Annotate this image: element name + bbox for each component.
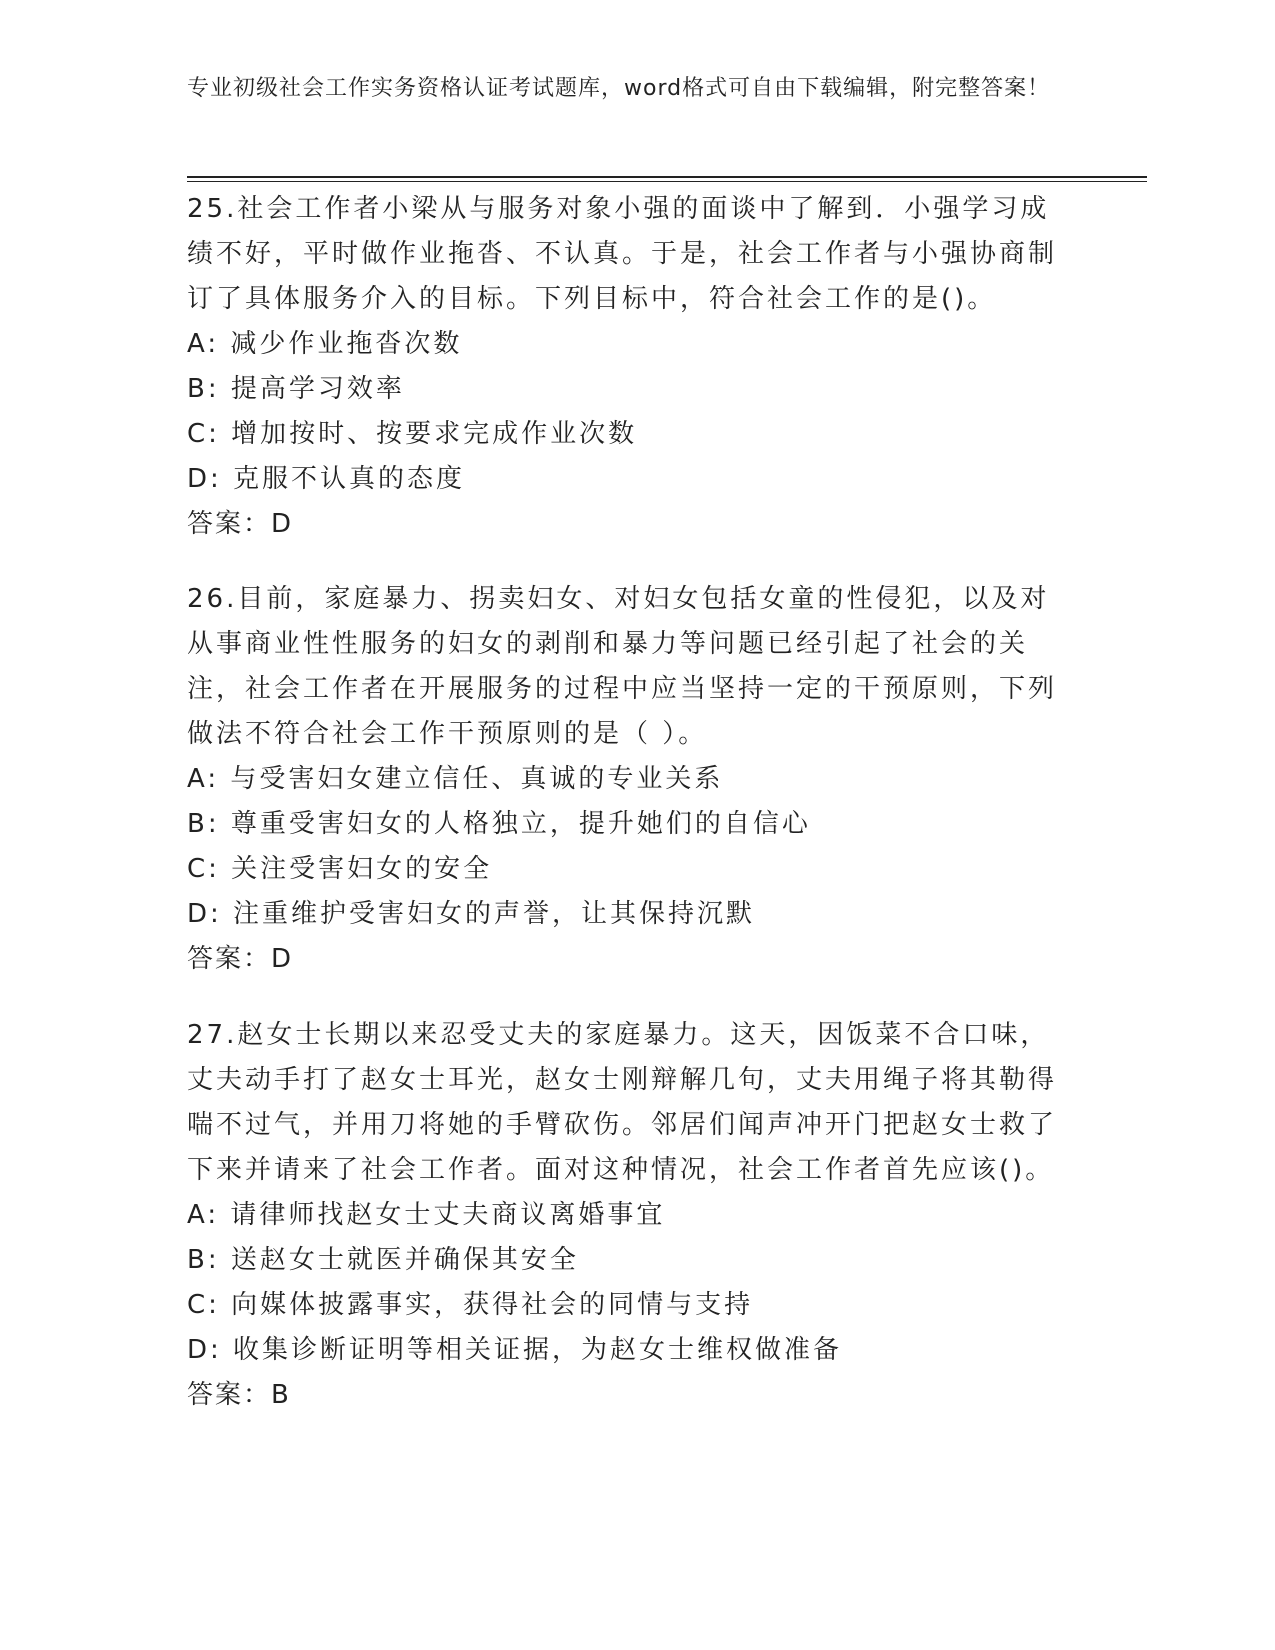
- option-c: C: 增加按时、按要求完成作业次数: [187, 419, 638, 449]
- header-divider-thick: [187, 176, 1147, 178]
- option-b: B: 提高学习效率: [187, 374, 405, 404]
- answer: 答案：B: [187, 1380, 291, 1410]
- question-26: [187, 577, 1067, 982]
- question-25: [187, 187, 1067, 547]
- option-c: C: 向媒体披露事实，获得社会的同情与支持: [187, 1290, 754, 1320]
- option-c: C: 关注受害妇女的安全: [187, 854, 493, 884]
- option-a: A: 与受害妇女建立信任、真诚的专业关系: [187, 764, 724, 794]
- option-d: D: 注重维护受害妇女的声誉，让其保持沉默: [187, 899, 756, 929]
- question-stem: 26.目前，家庭暴力、拐卖妇女、对妇女包括女童的性侵犯，以及对从事商业性性服务的妇女的剥削和暴力等问题已经引起了社会的关注，社会工作者在开展服务的过程中应当坚持一定的干预原则，下列做法不符合社会工作干预原则的是（ ）。: [187, 584, 1058, 749]
- option-d: D: 克服不认真的态度: [187, 464, 466, 494]
- option-d: D: 收集诊断证明等相关证据，为赵女士维权做准备: [187, 1335, 843, 1365]
- option-b: B: 尊重受害妇女的人格独立，提升她们的自信心: [187, 809, 811, 839]
- option-a: A: 请律师找赵女士丈夫商议离婚事宜: [187, 1200, 666, 1230]
- answer: 答案：D: [187, 944, 294, 974]
- answer: 答案：D: [187, 509, 294, 539]
- document-header: 专业初级社会工作实务资格认证考试题库，word格式可自由下载编辑，附完整答案！: [187, 76, 1051, 101]
- question-stem: 25.社会工作者小梁从与服务对象小强的面谈中了解到．小强学习成绩不好，平时做作业拖沓、不认真。于是，社会工作者与小强协商制订了具体服务介入的目标。下列目标中，符合社会工作的是()。: [187, 194, 1058, 314]
- question-27: [187, 1013, 1067, 1418]
- option-a: A: 减少作业拖沓次数: [187, 329, 463, 359]
- header-divider-thin: [187, 181, 1147, 182]
- option-b: B: 送赵女士就医并确保其安全: [187, 1245, 579, 1275]
- question-stem: 27.赵女士长期以来忍受丈夫的家庭暴力。这天，因饭菜不合口味，丈夫动手打了赵女士耳光，赵女士刚辩解几句，丈夫用绳子将其勒得喘不过气，并用刀将她的手臂砍伤。邻居们闻声冲开门把赵女士救了下来并请来了社会工作者。面对这种情况，社会工作者首先应该()。: [187, 1020, 1058, 1185]
